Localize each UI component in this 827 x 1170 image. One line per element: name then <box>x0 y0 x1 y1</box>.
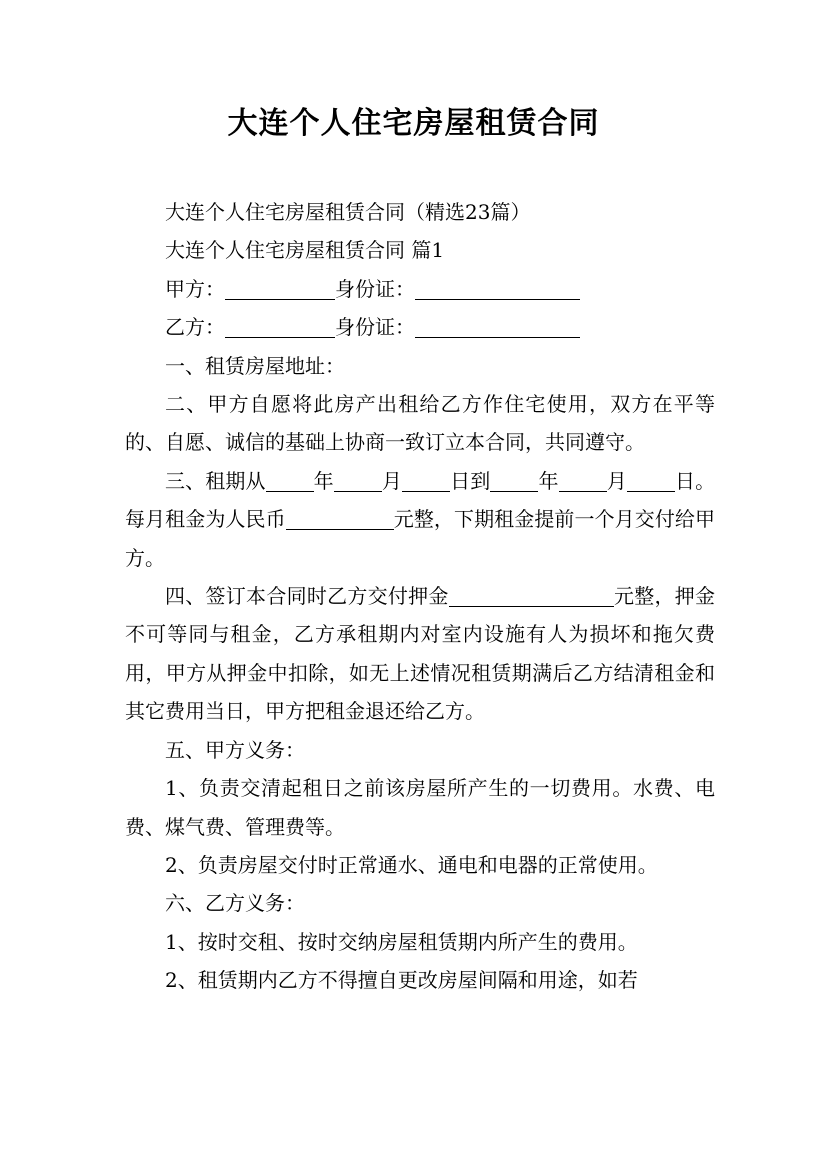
clause-3 <box>125 462 715 577</box>
party-a-line <box>125 270 715 308</box>
clause-6-1: 1、按时交租、按时交纳房屋租赁期内所产生的费用。 <box>165 929 638 954</box>
unit-year-2: 年 <box>538 468 559 493</box>
party-b-id-blank <box>415 317 580 338</box>
clause-3-prefix: 三、租期从 <box>165 468 266 493</box>
party-b-label: 乙方： <box>165 315 225 340</box>
clause-3-suffix: 元整，下期租金提前一个月交付给甲方。 <box>125 507 716 570</box>
section-heading: 大连个人住宅房屋租赁合同 篇1 <box>165 238 445 263</box>
deposit-amount-blank <box>449 586 614 607</box>
clause-3-rent: 日。每月租金为人民币 <box>125 468 716 532</box>
clause-5-2: 2、负责房屋交付时正常通水、通电和电器的正常使用。 <box>165 852 658 877</box>
document-title: 大连个人住宅房屋租赁合同 <box>227 106 600 141</box>
party-a-label: 甲方： <box>165 276 225 301</box>
clause-5: 五、甲方义务： <box>165 737 305 762</box>
unit-day-to: 日到 <box>450 468 491 493</box>
subtitle: 大连个人住宅房屋租赁合同（精选23篇） <box>165 200 531 224</box>
start-year-blank <box>266 471 314 492</box>
end-year-blank <box>490 471 538 492</box>
document-body <box>125 193 715 1000</box>
start-day-blank <box>402 471 450 492</box>
end-month-blank <box>559 471 607 492</box>
unit-month-2: 月 <box>606 468 627 493</box>
party-a-name-blank <box>225 279 335 300</box>
party-a-id-label: 身份证： <box>335 276 415 301</box>
party-b-line <box>125 308 715 346</box>
party-b-id-label: 身份证： <box>335 315 415 340</box>
clause-4 <box>125 577 715 731</box>
clause-5-1: 1、负责交清起租日之前该房屋所产生的一切费用。水费、电费、煤气费、管理费等。 <box>125 776 715 839</box>
party-a-id-blank <box>415 279 580 300</box>
unit-year: 年 <box>313 468 334 493</box>
start-month-blank <box>334 471 382 492</box>
clause-6-2: 2、租赁期内乙方不得擅自更改房屋间隔和用途，如若 <box>165 968 638 993</box>
clause-1: 一、租赁房屋地址： <box>165 353 345 378</box>
clause-4-suffix: 元整，押金不可等同与租金，乙方承租期内对室内设施有人为损坏和拖欠费用，甲方从押金中扣除，如无上述情况租赁期满后乙方结清租金和其它费用当日，甲方把租金退还给乙方。 <box>125 584 716 724</box>
clause-6: 六、乙方义务： <box>165 891 305 916</box>
unit-month: 月 <box>381 468 403 493</box>
clause-2: 二、甲方自愿将此房产出租给乙方作住宅使用，双方在平等的、自愿、诚信的基础上协商一致订立本合同，共同遵守。 <box>125 392 715 455</box>
rent-amount-blank <box>286 509 394 530</box>
party-b-name-blank <box>225 317 335 338</box>
clause-4-prefix: 四、签订本合同时乙方交付押金 <box>165 584 449 609</box>
end-day-blank <box>627 471 675 492</box>
